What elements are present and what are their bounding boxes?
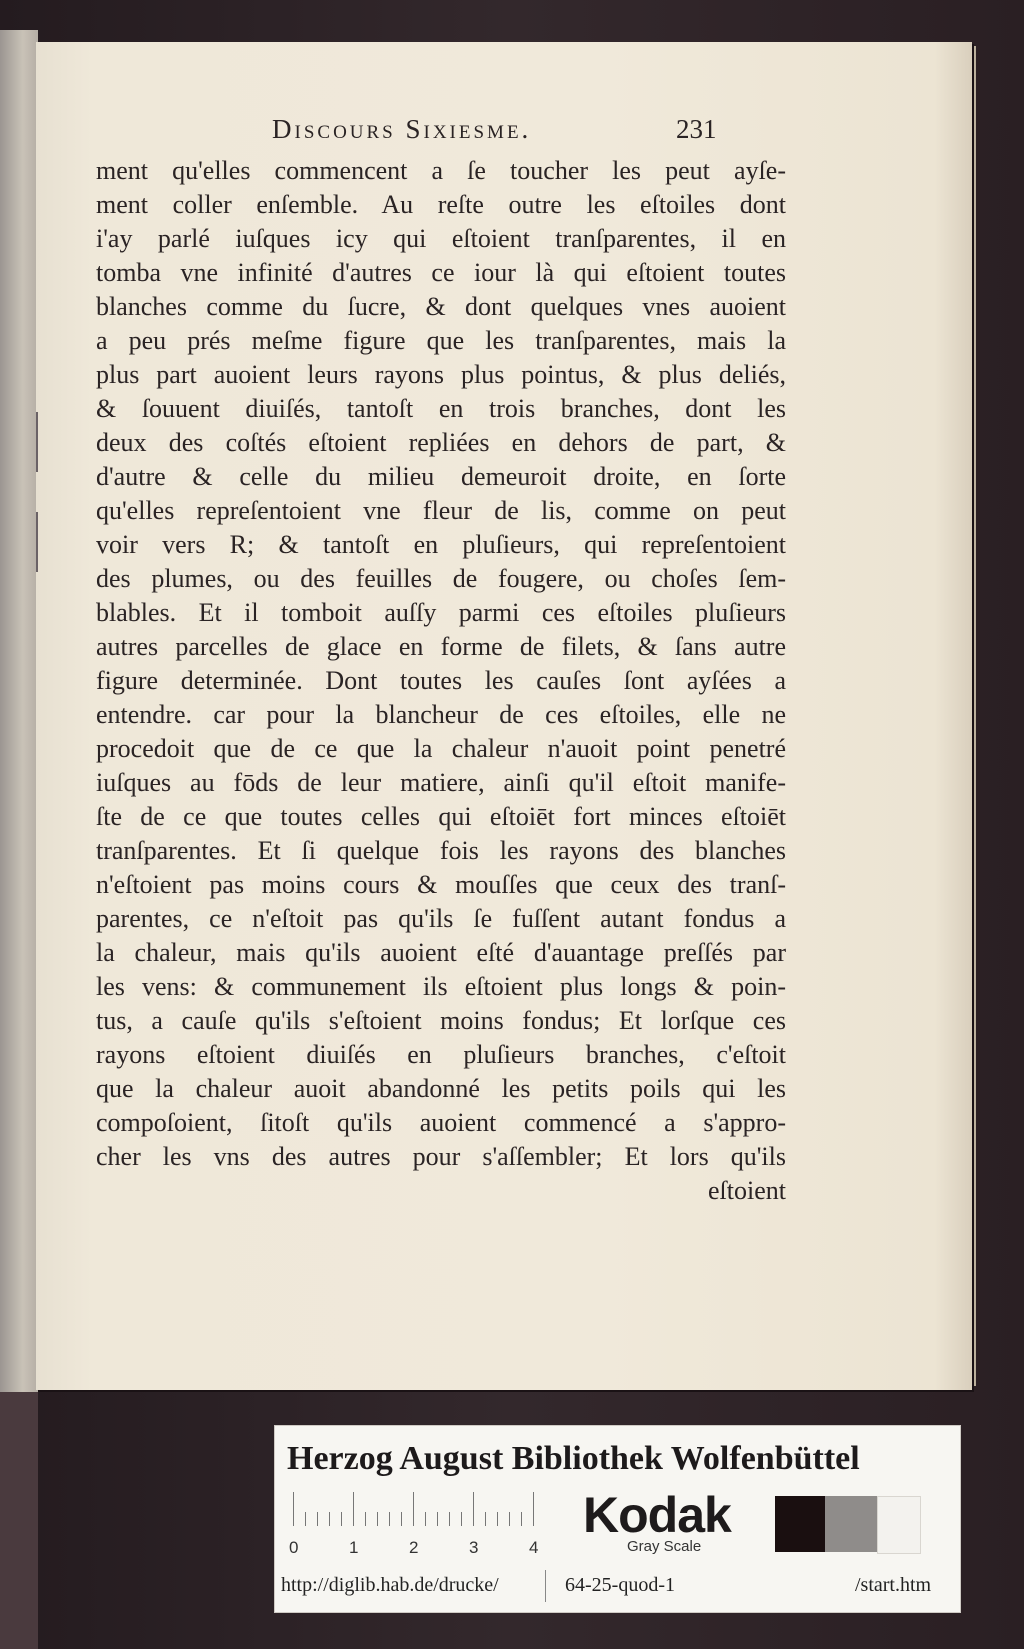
text-line: tus, a cauſe qu'ils s'eſtoient moins fondus; Et lorſque ces — [96, 1006, 786, 1035]
text-line: ſte de ce que toutes celles qui eſtoiēt fort minces eſtoiēt — [96, 802, 786, 831]
left-binding-shadow — [0, 1392, 38, 1649]
ruler-tick — [401, 1512, 402, 1526]
ruler-label: 3 — [469, 1538, 479, 1557]
ruler-tick — [317, 1512, 318, 1526]
ruler-tick — [521, 1512, 522, 1526]
ruler-tick — [293, 1492, 294, 1526]
text-line: parentes, ce n'eſtoit pas qu'ils ſe fuſſent autant fondus a — [96, 904, 786, 933]
text-line: i'ay parlé iuſques icy qui eſtoient tranſparentes, il en — [96, 224, 786, 253]
url-divider — [545, 1570, 546, 1602]
text-line: que la chaleur auoit abandonné les petits poils qui les — [96, 1074, 786, 1103]
text-line: des plumes, ou des feuilles de fougere, ou choſes ſem- — [96, 564, 786, 593]
library-name: Herzog August Bibliothek Wolfenbüttel — [287, 1440, 860, 1477]
catchword: eſtoient — [708, 1176, 786, 1205]
ruler-tick — [413, 1492, 414, 1526]
text-line: tomba vne infinité d'autres ce iour là qui eſtoient toutes — [96, 258, 786, 287]
library-label-card — [274, 1425, 961, 1613]
ruler-tick — [341, 1512, 342, 1526]
ruler-tick — [329, 1512, 330, 1526]
text-line: & ſouuent diuiſés, tantoſt en trois branches, dont les — [96, 394, 786, 423]
ruler-tick — [437, 1512, 438, 1526]
ruler-label: 1 — [349, 1538, 359, 1557]
text-line: blanches comme du ſucre, & dont quelques vnes auoient — [96, 292, 786, 321]
text-line: procedoit que de ce que la chaleur n'auoit point penetré — [96, 734, 786, 763]
text-line: blables. Et il tomboit auſſy parmi ces eſtoiles pluſieurs — [96, 598, 786, 627]
ruler-tick — [377, 1512, 378, 1526]
text-line: deux des coſtés eſtoient repliées en dehors de part, & — [96, 428, 786, 457]
text-line: iuſques au fōds de leur matiere, ainſi qu'il eſtoit manife- — [96, 768, 786, 797]
url-base: http://diglib.hab.de/drucke/ — [281, 1574, 499, 1596]
ruler-label: 2 — [409, 1538, 419, 1557]
text-line: rayons eſtoient diuiſés en pluſieurs branches, c'eſtoit — [96, 1040, 786, 1069]
ruler-tick — [389, 1512, 390, 1526]
text-line: ment qu'elles commencent a ſe toucher les peut ayſe- — [96, 156, 786, 185]
text-line: autres parcelles de glace en forme de filets, & ſans autre — [96, 632, 786, 661]
body-text — [96, 154, 786, 1208]
text-line: les vens: & communement ils eſtoient plus longs & poin- — [96, 972, 786, 1001]
page-header — [36, 114, 972, 154]
gray-swatch-mid — [825, 1496, 877, 1552]
text-line: tranſparentes. Et ſi quelque fois les rayons des blanches — [96, 836, 786, 865]
ruler-tick — [353, 1492, 354, 1526]
text-line: cher les vns des autres pour s'aſſembler; Et lors qu'ils — [96, 1142, 786, 1171]
text-line: figure determinée. Dont toutes les cauſes ſont ayſées a — [96, 666, 786, 695]
text-line: qu'elles repreſentoient vne fleur de lis, comme on peut — [96, 496, 786, 525]
ruler-tick — [461, 1512, 462, 1526]
ruler-tick — [305, 1512, 306, 1526]
text-line: d'autre & celle du milieu demeuroit droite, en ſorte — [96, 462, 786, 491]
margin-mark — [36, 412, 38, 472]
ruler-tick — [533, 1492, 534, 1526]
text-line: a peu prés meſme figure que les tranſparentes, mais la — [96, 326, 786, 355]
gray-scale-label: Gray Scale — [627, 1538, 702, 1555]
ruler-label: 4 — [529, 1538, 539, 1557]
margin-mark — [36, 512, 38, 572]
ruler-tick — [449, 1512, 450, 1526]
ruler-tick — [509, 1512, 510, 1526]
ruler-label: 0 — [289, 1538, 299, 1557]
page-number: 231 — [676, 114, 717, 144]
url-end: /start.htm — [855, 1574, 932, 1596]
book-page — [36, 42, 972, 1390]
text-line: n'eſtoient pas moins cours & mouſſes que ceux des tranſ- — [96, 870, 786, 899]
ruler-tick — [425, 1512, 426, 1526]
ruler-tick — [485, 1512, 486, 1526]
kodak-logo: Kodak — [583, 1487, 731, 1543]
left-binding-board — [0, 30, 38, 1410]
ruler-tick — [365, 1512, 366, 1526]
text-line: la chaleur, mais qu'ils auoient eſté d'auantage preſſés par — [96, 938, 786, 967]
text-line: compoſoient, ſitoſt qu'ils auoient commencé a s'appro- — [96, 1108, 786, 1137]
scale-ruler — [291, 1492, 541, 1526]
text-line: entendre. car pour la blancheur de ces eſtoiles, elle ne — [96, 700, 786, 729]
url-id: 64-25-quod-1 — [565, 1574, 675, 1596]
ruler-tick — [497, 1512, 498, 1526]
ruler-tick — [473, 1492, 474, 1526]
running-title: Discours Sixiesme. — [272, 114, 532, 144]
gray-swatch-dark — [775, 1496, 825, 1552]
text-line: plus part auoient leurs rayons plus pointus, & plus deliés, — [96, 360, 786, 389]
text-line: voir vers R; & tantoſt en pluſieurs, qui repreſentoient — [96, 530, 786, 559]
gray-swatch-light — [877, 1496, 921, 1554]
text-line: ment coller enſemble. Au reſte outre les eſtoiles dont — [96, 190, 786, 219]
